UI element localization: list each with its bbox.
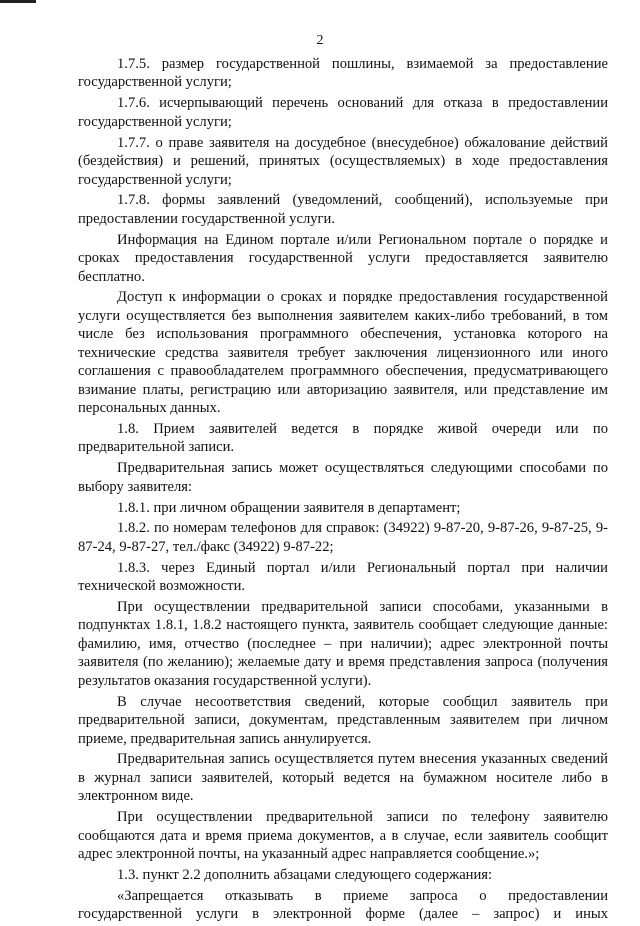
paragraph-1-7-5: 1.7.5. размер государственной пошлины, взимаемой за предоставление государственной услуги; xyxy=(78,56,608,91)
paragraph-access-info: Доступ к информации о сроках и порядке предоставления государственной услуги осуществляется без выполнения заявителем каких-либо требований, в том числе без использования программного обеспечения, установка которого на технические средства заявителя требует заключения лицензионного или иного соглашения с правообладателем программного обеспечения, предусматривающего взимание платы, регистрацию или авторизацию заявителя, или представление им персональных данных. xyxy=(78,289,608,417)
paragraph-1-8-2: 1.8.2. по номерам телефонов для справок: (34922) 9-87-20, 9-87-26, 9-87-25, 9-87-24, 9-87-27, тел./факс (34922) 9-87-22; xyxy=(78,520,608,555)
paragraph-1-7-8: 1.7.8. формы заявлений (уведомлений, сообщений), используемые при предоставлении государственной услуги. xyxy=(78,192,608,227)
paragraph-preregistration-methods: Предварительная запись может осуществляться следующими способами по выбору заявителя: xyxy=(78,460,608,495)
paragraph-preregistration-data: При осуществлении предварительной записи способами, указанными в подпунктах 1.8.1, 1.8.2 настоящего пункта, заявитель сообщает следующие данные: фамилию, имя, отчество (последнее – при наличии); адрес электронной почты заявителя (по желанию); желаемые дату и время представления запроса (получения результатов оказания государственной услуги). xyxy=(78,598,608,689)
document-body xyxy=(78,55,608,926)
paragraph-1-8-1: 1.8.1. при личном обращении заявителя в департамент; xyxy=(117,499,461,516)
scan-corner-mark xyxy=(0,0,36,3)
paragraph-1-7-7: 1.7.7. о праве заявителя на досудебное (внесудебное) обжалование действий (бездействия) и решений, принятых (осуществляемых) в ходе предоставления государственной услуги; xyxy=(78,134,608,188)
paragraph-phone-registration: При осуществлении предварительной записи по телефону заявителю сообщаются дата и время приема документов, а в случае, если заявитель сообщит адрес электронной почты, на указанный адрес направляется сообщение.»; xyxy=(78,809,608,863)
paragraph-1-8: 1.8. Прием заявителей ведется в порядке живой очереди или по предварительной записи. xyxy=(78,420,608,456)
paragraph-mismatch: В случае несоответствия сведений, которые сообщил заявитель при предварительной записи, документам, представленным заявителем при личном приеме, предварительная запись аннулируется. xyxy=(78,693,608,747)
paragraph-prohibition: «Запрещается отказывать в приеме запроса о предоставлении государственной услуги в электронной форме (далее – запрос) и иных xyxy=(78,887,608,923)
paragraph-portal-info: Информация на Едином портале и/или Региональном портале о порядке и сроках предоставления государственной услуги предоставляется заявителю бесплатно. xyxy=(78,231,608,285)
paragraph-journal: Предварительная запись осуществляется путем внесения указанных сведений в журнал записи заявителей, который ведется на бумажном носителе либо в электронном виде. xyxy=(78,751,608,805)
paragraph-1-8-3: 1.8.3. через Единый портал и/или Региональный портал при наличии технической возможности. xyxy=(78,559,608,595)
paragraph-1-3: 1.3. пункт 2.2 дополнить абзацами следующего содержания: xyxy=(117,866,493,883)
page-number: 2 xyxy=(316,33,324,48)
paragraph-1-7-6: 1.7.6. исчерпывающий перечень оснований для отказа в предоставлении государственной услуги; xyxy=(78,95,608,130)
